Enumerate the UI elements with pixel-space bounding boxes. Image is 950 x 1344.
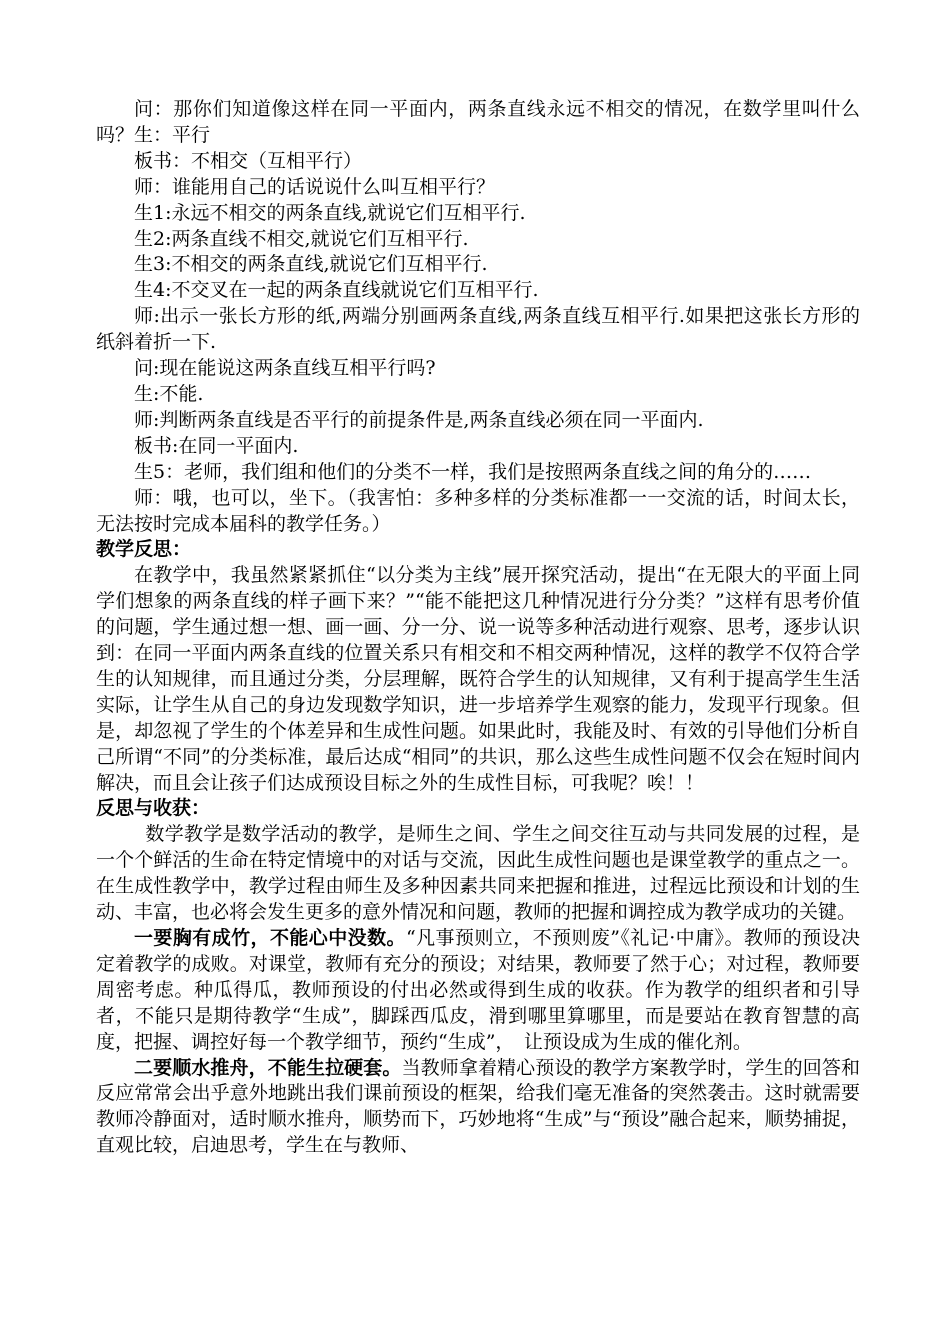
dialogue-line: 生5：老师，我们组和他们的分类不一样，我们是按照两条直线之间的角分的…… — [134, 460, 812, 483]
dialogue-line: 师:出示一张长方形的纸,两端分别画两条直线,两条直线互相平行.如果把这张长方形的纸斜着折一下. — [96, 305, 860, 354]
gains-intro-paragraph: 数学教学是数学活动的教学，是师生之间、学生之间交往互动与共同发展的过程，是一个个鲜活的生命在特定情境中的对话与交流，因此生成性问题也是课堂教学的重点之一。在生成性教学中，教学过程由师生及多种因素共同来把握和推进，过程远比预设和计划的生动、丰富，也必将会发生更多的意外情况和问题，教师的把握和调控成为教学成功的关键。 — [96, 823, 860, 924]
dialogue-line: 生:不能. — [134, 382, 204, 405]
dialogue-line: 师:判断两条直线是否平行的前提条件是,两条直线必须在同一平面内. — [134, 408, 704, 431]
dialogue-line: 生3:不相交的两条直线,就说它们互相平行. — [134, 253, 488, 276]
gains-point-2 — [96, 1056, 860, 1160]
dialogue-line: 板书:在同一平面内. — [134, 434, 299, 457]
document-body — [96, 97, 860, 1159]
dialogue-line: 板书：不相交（互相平行） — [134, 149, 363, 172]
reflection-heading: 教学反思： — [96, 538, 192, 561]
point-2-body: 当教师拿着精心预设的教学方案教学时，学生的回答和反应常常会出乎意外地跳出我们课前预设的框架，给我们毫无准备的突然袭击。这时就需要教师冷静面对，适时顺水推舟，顺势而下，巧妙地将“生成”与“预设”融合起来，顺势捕捉，直观比较，启迪思考，学生在与教师、 — [96, 1056, 860, 1157]
point-1-body: “凡事预则立，不预则废”《礼记·中庸》。教师的预设决定着教学的成败。对课堂，教师有充分的预设；对结果，教师要了然于心；对过程，教师要周密考虑。种瓜得瓜，教师预设的付出必然或得到生成的收获。作为教学的组织者和引导者，不能只是期待教学“生成”，脚踩西瓜皮，滑到哪里算哪里，而是要站在教育智慧的高度，把握、调控好每一个教学细节，预约“生成”， 让预设成为生成的催化剂。 — [96, 927, 860, 1053]
reflection-paragraph: 在教学中，我虽然紧紧抓住“以分类为主线”展开探究活动，提出“在无限大的平面上同学们想象的两条直线的样子画下来？”“能不能把这几种情况进行分分类？”这样有思考价值的问题，学生通过想一想、画一画、分一分、说一说等多种活动进行观察、思考，逐步认识到：在同一平面内两条直线的位置关系只有相交和不相交两种情况，这样的教学不仅符合学生的认知规律，而且通过分类，分层理解，既符合学生的认知规律，又有利于提高学生生活实际，让学生从自己的身边发现数学知识，进一步培养学生观察的能力，发现平行现象。但是，却忽视了学生的个体差异和生成性问题。如果此时，我能及时、有效的引导他们分析自己所谓“不同”的分类标准，最后达成“相同”的共识，那么这些生成性问题不仅会在短时间内解决，而且会让孩子们达成预设目标之外的生成性目标，可我呢？唉！！ — [96, 564, 860, 794]
dialogue-line: 问:现在能说这两条直线互相平行吗? — [134, 357, 436, 380]
dialogue-line: 生1:永远不相交的两条直线,就说它们互相平行. — [134, 201, 526, 224]
dialogue-line: 师：哦，也可以，坐下。（我害怕：多种多样的分类标准都一一交流的话，时间太长，无法按时完成本届科的教学任务。） — [96, 486, 860, 535]
gains-point-1 — [96, 926, 860, 1056]
dialogue-line: 师：谁能用自己的话说说什么叫互相平行？ — [134, 175, 496, 198]
point-1-lead: 一要胸有成竹，不能心中没数。 — [134, 927, 406, 949]
dialogue-line: 生4:不交叉在一起的两条直线就说它们互相平行. — [134, 279, 539, 302]
dialogue-line: 问：那你们知道像这样在同一平面内，两条直线永远不相交的情况，在数学里叫什么吗？生：平行 — [96, 98, 860, 146]
gains-heading: 反思与收获： — [96, 797, 211, 820]
point-2-lead: 二要顺水推舟，不能生拉硬套。 — [134, 1056, 402, 1079]
dialogue-line: 生2:两条直线不相交,就说它们互相平行. — [134, 227, 469, 250]
